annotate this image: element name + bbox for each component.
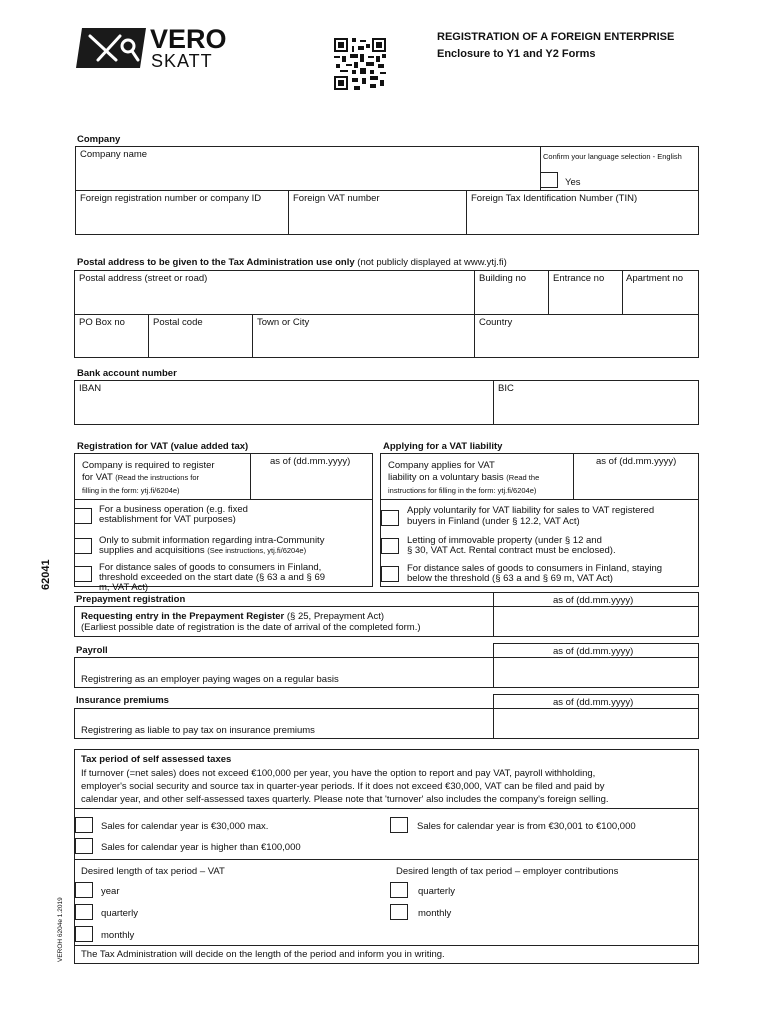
vat-liab-asof-label: as of (dd.mm.yyyy) [596,456,677,467]
vero-logo [76,24,227,72]
emp-period-monthly-checkbox[interactable] [390,904,408,920]
town-label: Town or City [257,317,310,328]
vat-period-year-checkbox[interactable] [75,882,93,898]
bank-heading: Bank account number [77,368,177,379]
bic-label: BIC [498,383,514,394]
vat-reg-date-input[interactable] [251,468,372,498]
vat-liab-voluntary-checkbox[interactable] [381,510,399,526]
tools-emblem-icon [76,26,148,70]
postcode-label: Postal code [153,317,203,328]
form-version: VEROH 6204e 1.2019 [57,897,64,962]
logo-skatt: SKATT [151,51,213,71]
iban-label: IBAN [79,383,102,394]
vat-liab-date-input[interactable] [574,468,698,498]
street-input[interactable] [75,285,473,313]
vat-req-line2: for VAT (Read the instructions for [82,472,200,483]
vat-reg-business-checkbox[interactable] [74,508,92,524]
qr-code-icon [334,38,386,90]
company-name-input[interactable] [76,162,539,189]
logo-vero: VERO [150,24,227,54]
emp-period-quarterly-label: quarterly [418,886,455,897]
company-heading: Company [77,134,121,145]
insurance-asof-label: as of (dd.mm.yyyy) [553,697,634,708]
sales-100k-label: Sales for calendar year is from €30,001 to €100,000 [417,821,636,832]
language-confirm-label: Confirm your language selection - English [543,152,682,161]
foreign-reg-label: Foreign registration number or company ID [80,193,262,204]
vat-reg-opt2-line2: supplies and acquisitions (See instructions, ytj.fi/6204e) [99,545,307,556]
payroll-heading: Payroll [76,645,108,656]
tax-period-para2: employer's social security and source tax in quarter-year periods. If it does not exceed €30,000, VAT can be filed and paid by [81,781,605,792]
vat-liability-heading: Applying for a VAT liability [383,441,503,452]
vat-reg-opt3-line3: m, VAT Act) [99,582,149,593]
foreign-reg-input[interactable] [76,205,287,234]
town-input[interactable] [253,329,473,357]
pobox-label: PO Box no [79,317,125,328]
apartment-label: Apartment no [626,273,684,284]
vat-liab-opt3-line2: below the threshold (§ 63 a and § 69 m, VAT Act) [407,573,613,584]
sales-over-100k-label: Sales for calendar year is higher than €100,000 [101,842,301,853]
vat-liab-opt3-line1: For distance sales of goods to consumers in Finland, staying [407,563,663,574]
vat-req-line3: filling in the form: ytj.fi/6204e) [82,486,180,495]
prepayment-heading: Prepayment registration [76,594,186,605]
prepayment-line1: Requesting entry in the Prepayment Register (§ 25, Prepayment Act) [81,611,385,622]
vat-liab-distance-sales-checkbox[interactable] [381,566,399,582]
tax-period-heading: Tax period of self assessed taxes [81,754,232,765]
sales-100k-checkbox[interactable] [390,817,408,833]
payroll-asof-label: as of (dd.mm.yyyy) [553,646,634,657]
vat-registration-heading: Registration for VAT (value added tax) [77,441,249,452]
vat-period-quarterly-label: quarterly [101,908,138,919]
foreign-vat-input[interactable] [289,205,465,234]
payroll-text: Registrering as an employer paying wages on a regular basis [81,674,339,685]
entrance-label: Entrance no [553,273,605,284]
vat-reg-intracommunity-checkbox[interactable] [74,538,92,554]
vat-liab-opt2-line1: Letting of immovable property (under § 12 and [407,535,602,546]
tax-period-para3: calendar year, and other self-assessed taxes quarterly. Please note that 'turnover' also includes the company's foreign selling. [81,794,609,805]
tax-period-footer: The Tax Administration will decide on the length of the period and inform you in writing. [81,949,445,960]
postal-heading: Postal address to be given to the Tax Administration use only (not publicly displayed at www.ytj.fi) [77,257,507,268]
building-label: Building no [479,273,527,284]
country-input[interactable] [475,329,698,357]
vat-liab-line2: liability on a voluntary basis (Read the [388,472,540,483]
sales-over-100k-checkbox[interactable] [75,838,93,854]
country-label: Country [479,317,513,328]
form-title: REGISTRATION OF A FOREIGN ENTERPRISE [437,31,675,43]
insurance-text: Registrering as liable to pay tax on insurance premiums [81,725,315,736]
vat-reg-opt1-line2: establishment for VAT purposes) [99,514,236,525]
foreign-tin-label: Foreign Tax Identification Number (TIN) [471,193,638,204]
vat-reg-opt2-line1: Only to submit information regarding intra-Community [99,535,325,546]
vat-req-line1: Company is required to register [82,460,215,471]
foreign-vat-label: Foreign VAT number [293,193,380,204]
vat-liab-line1: Company applies for VAT [388,460,495,471]
sales-30k-label: Sales for calendar year is €30,000 max. [101,821,269,832]
vat-period-year-label: year [101,886,120,897]
vat-reg-opt3-line1: For distance sales of goods to consumers in Finland, [99,562,322,573]
vat-reg-opt1-line1: For a business operation (e.g. fixed [99,504,248,515]
pobox-input[interactable] [75,329,147,357]
form-number: 62041 [40,559,52,590]
vat-reg-distance-sales-checkbox[interactable] [74,566,92,582]
iban-input[interactable] [75,395,492,424]
vat-period-heading: Desired length of tax period – VAT [81,866,225,877]
bic-input[interactable] [494,395,698,424]
sales-30k-checkbox[interactable] [75,817,93,833]
vat-reg-opt3-line2: threshold exceeded on the start date (§ 63 a and § 69 [99,572,326,583]
vat-period-monthly-checkbox[interactable] [75,926,93,942]
insurance-heading: Insurance premiums [76,695,169,706]
building-input[interactable] [475,285,547,313]
vat-period-monthly-label: monthly [101,930,135,941]
language-yes-checkbox[interactable] [540,172,558,188]
vat-liab-opt2-line2: § 30, VAT Act. Rental contract must be enclosed). [407,545,616,556]
employer-period-heading: Desired length of tax period – employer contributions [396,866,619,877]
prepayment-date-input[interactable] [494,607,698,636]
vat-liab-line3: instructions for filling in the form: ytj.fi/6204e) [388,486,537,495]
vat-period-quarterly-checkbox[interactable] [75,904,93,920]
vat-reg-asof-label: as of (dd.mm.yyyy) [270,456,351,467]
postcode-input[interactable] [149,329,251,357]
vat-liab-opt1-line2: buyers in Finland (under § 12.2, VAT Act) [407,516,580,527]
entrance-input[interactable] [549,285,621,313]
street-label: Postal address (street or road) [79,273,208,284]
foreign-tin-input[interactable] [467,205,698,234]
vat-liab-immovable-checkbox[interactable] [381,538,399,554]
apartment-input[interactable] [623,285,698,313]
emp-period-quarterly-checkbox[interactable] [390,882,408,898]
form-subtitle: Enclosure to Y1 and Y2 Forms [437,48,596,60]
vat-liab-opt1-line1: Apply voluntarily for VAT liability for sales to VAT registered [407,505,655,516]
prepayment-asof-label: as of (dd.mm.yyyy) [553,595,634,606]
prepayment-line2: (Earliest possible date of registration is the date of arrival of the completed form.) [81,622,421,633]
language-yes-label: Yes [565,177,581,188]
emp-period-monthly-label: monthly [418,908,452,919]
tax-period-para1: If turnover (=net sales) does not exceed €100,000 per year, you have the option to report and pay VAT, payroll withholding, [81,768,596,779]
company-name-label: Company name [80,149,148,160]
